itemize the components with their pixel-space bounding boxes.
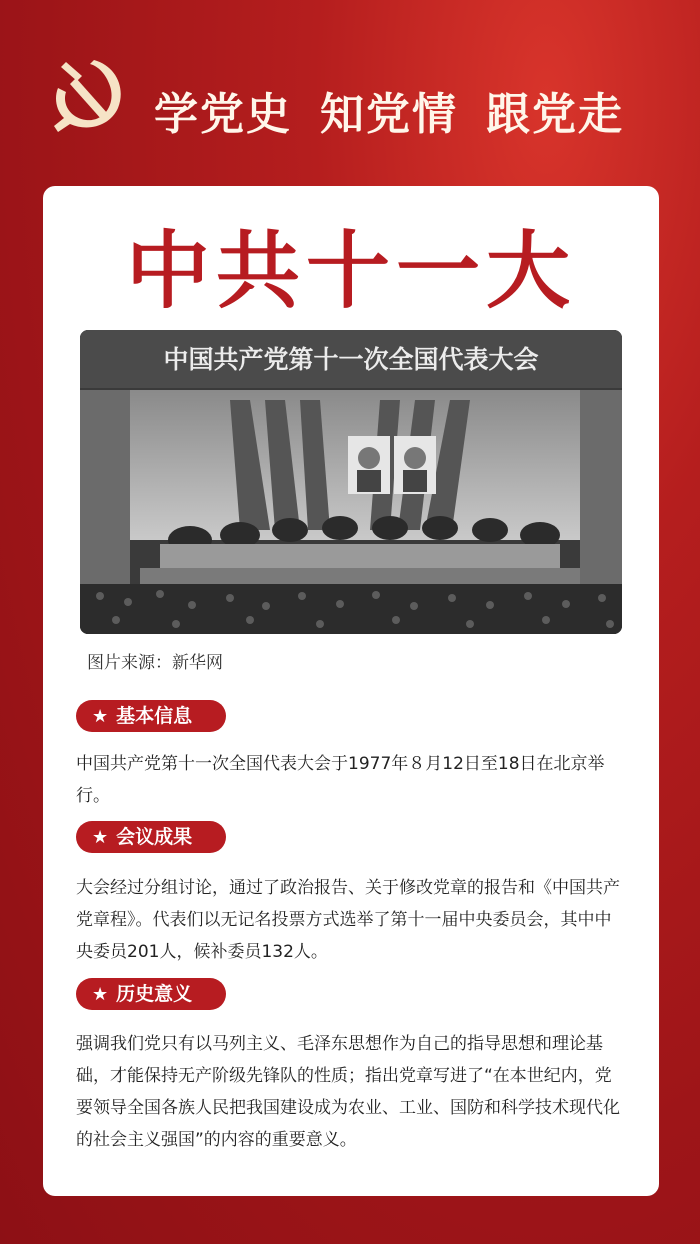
star-icon: ★ bbox=[92, 827, 109, 848]
section-text-basic-info: 中国共产党第十一次全国代表大会于1977年８月12日至18日在北京举行。 bbox=[76, 754, 605, 806]
section-text-results: 大会经过分组讨论，通过了政治报告、关于修改党章的报告和《中国共产党章程》。代表们以无记名投票方式选举了第十一届中央委员会，其中中央委员201人，候补委员132人。 bbox=[76, 878, 620, 962]
slogan-part: 跟党走 bbox=[486, 89, 624, 140]
slogan-part: 学党史 bbox=[154, 89, 292, 140]
section-tag-label: 会议成果 bbox=[116, 826, 193, 848]
slogan-part: 知党情 bbox=[320, 89, 458, 140]
photo-banner-text: 中国共产党第十一次全国代表大会 bbox=[163, 345, 539, 374]
section-tag-label: 基本信息 bbox=[116, 705, 193, 727]
star-icon: ★ bbox=[92, 706, 109, 727]
section-tag-basic-info bbox=[76, 700, 226, 732]
section-tag-significance bbox=[76, 978, 226, 1010]
section-tag-results bbox=[76, 821, 226, 853]
hammer-sickle-icon bbox=[44, 52, 128, 136]
section-text-significance: 强调我们党只有以马列主义、毛泽东思想作为自己的指导思想和理论基础，才能保持无产阶级先锋队的性质；指出党章写进了“在本世纪内，党要领导全国各族人民把我国建设成为农业、工业、国防和科学技术现代化的社会主义强国”的内容的重要意义。 bbox=[76, 1034, 620, 1150]
slogan bbox=[154, 78, 652, 142]
page-title: 中共十一大 bbox=[125, 221, 576, 320]
photo-caption: 图片来源：新华网 bbox=[87, 653, 223, 673]
congress-photo bbox=[80, 330, 622, 634]
star-icon: ★ bbox=[92, 984, 109, 1005]
header bbox=[0, 0, 700, 180]
content-card bbox=[43, 186, 659, 1196]
section-tag-label: 历史意义 bbox=[116, 983, 193, 1005]
